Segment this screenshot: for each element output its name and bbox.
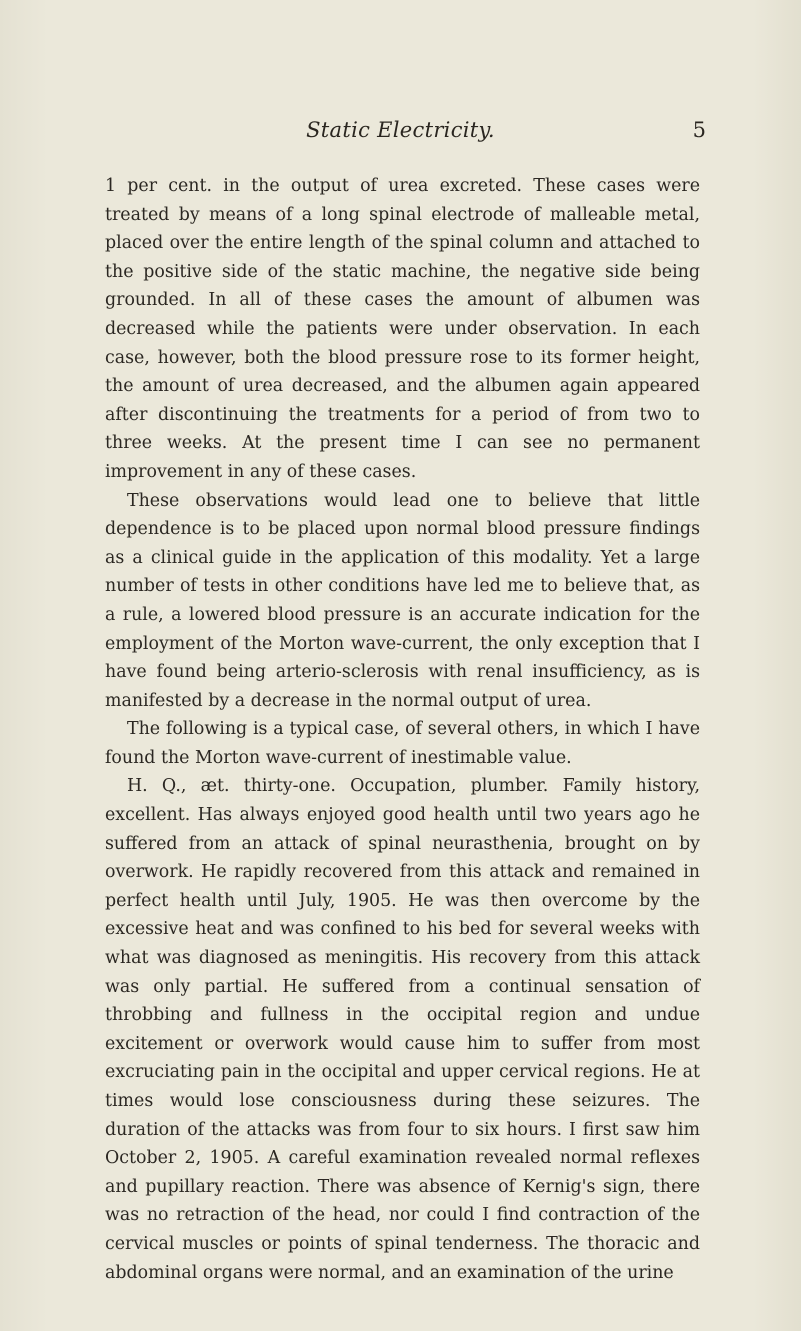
- paragraph-case-report: H. Q., æt. thirty-one. Occupation, plumber. Family history, excellent. Has always enjoyed good health until two years ago he suffered from an attack of spinal neurasthenia, brought on by overwork. He rapidly recovered from this attack and remained in perfect health until July, 1905. He was then overcome by the excessive heat and was confined to his bed for several weeks with what was diagnosed as meningitis. His recovery from this attack was only partial. He suffered from a continual sensation of throbbing and fullness in the occipital region and undue excitement or overwork would cause him to suffer from most excruciating pain in the occipital and upper cervical regions. He at times would lose consciousness during these seizures. The duration of the attacks was from four to six hours. I first saw him October 2, 1905. A careful examination revealed normal reflexes and pupillary reaction. There was absence of Kernig's sign, there was no retraction of the head, nor could I find contraction of the cervical muscles or points of spinal tenderness. The thoracic and abdominal organs were normal, and an examination of the urine: [105, 776, 700, 1283]
- running-title: Static Electricity.: [306, 118, 495, 142]
- paragraph-continued: 1 per cent. in the output of urea excreted. These cases were treated by means of a long spinal electrode of malleable metal, placed over the entire length of the spinal column and attached to the positive side of the static machine, the negative side being grounded. In all of these cases the amount of albumen was decreased while the patients were under observation. In each case, however, both the blood pressure rose to its former height, the amount of urea decreased, and the albumen again appeared after discontinuing the treatments for a period of from two to three weeks. At the present time I can see no permanent improvement in any of these cases.: [105, 176, 700, 482]
- page-number: 5: [692, 118, 706, 142]
- paragraph: The following is a typical case, of several others, in which I have found the Morton wave-current of inestimable value.: [105, 719, 700, 768]
- body-text: [105, 172, 700, 1287]
- paragraph: These observations would lead one to believe that little dependence is to be placed upon normal blood pressure findings as a clinical guide in the application of this modality. Yet a large number of tests in other conditions have led me to believe that, as a rule, a lowered blood pressure is an accurate indication for the employment of the Morton wave-current, the only exception that I have found being arterio-sclerosis with renal insufficiency, as is manifested by a decrease in the normal output of urea.: [105, 490, 700, 711]
- running-head: [0, 118, 801, 148]
